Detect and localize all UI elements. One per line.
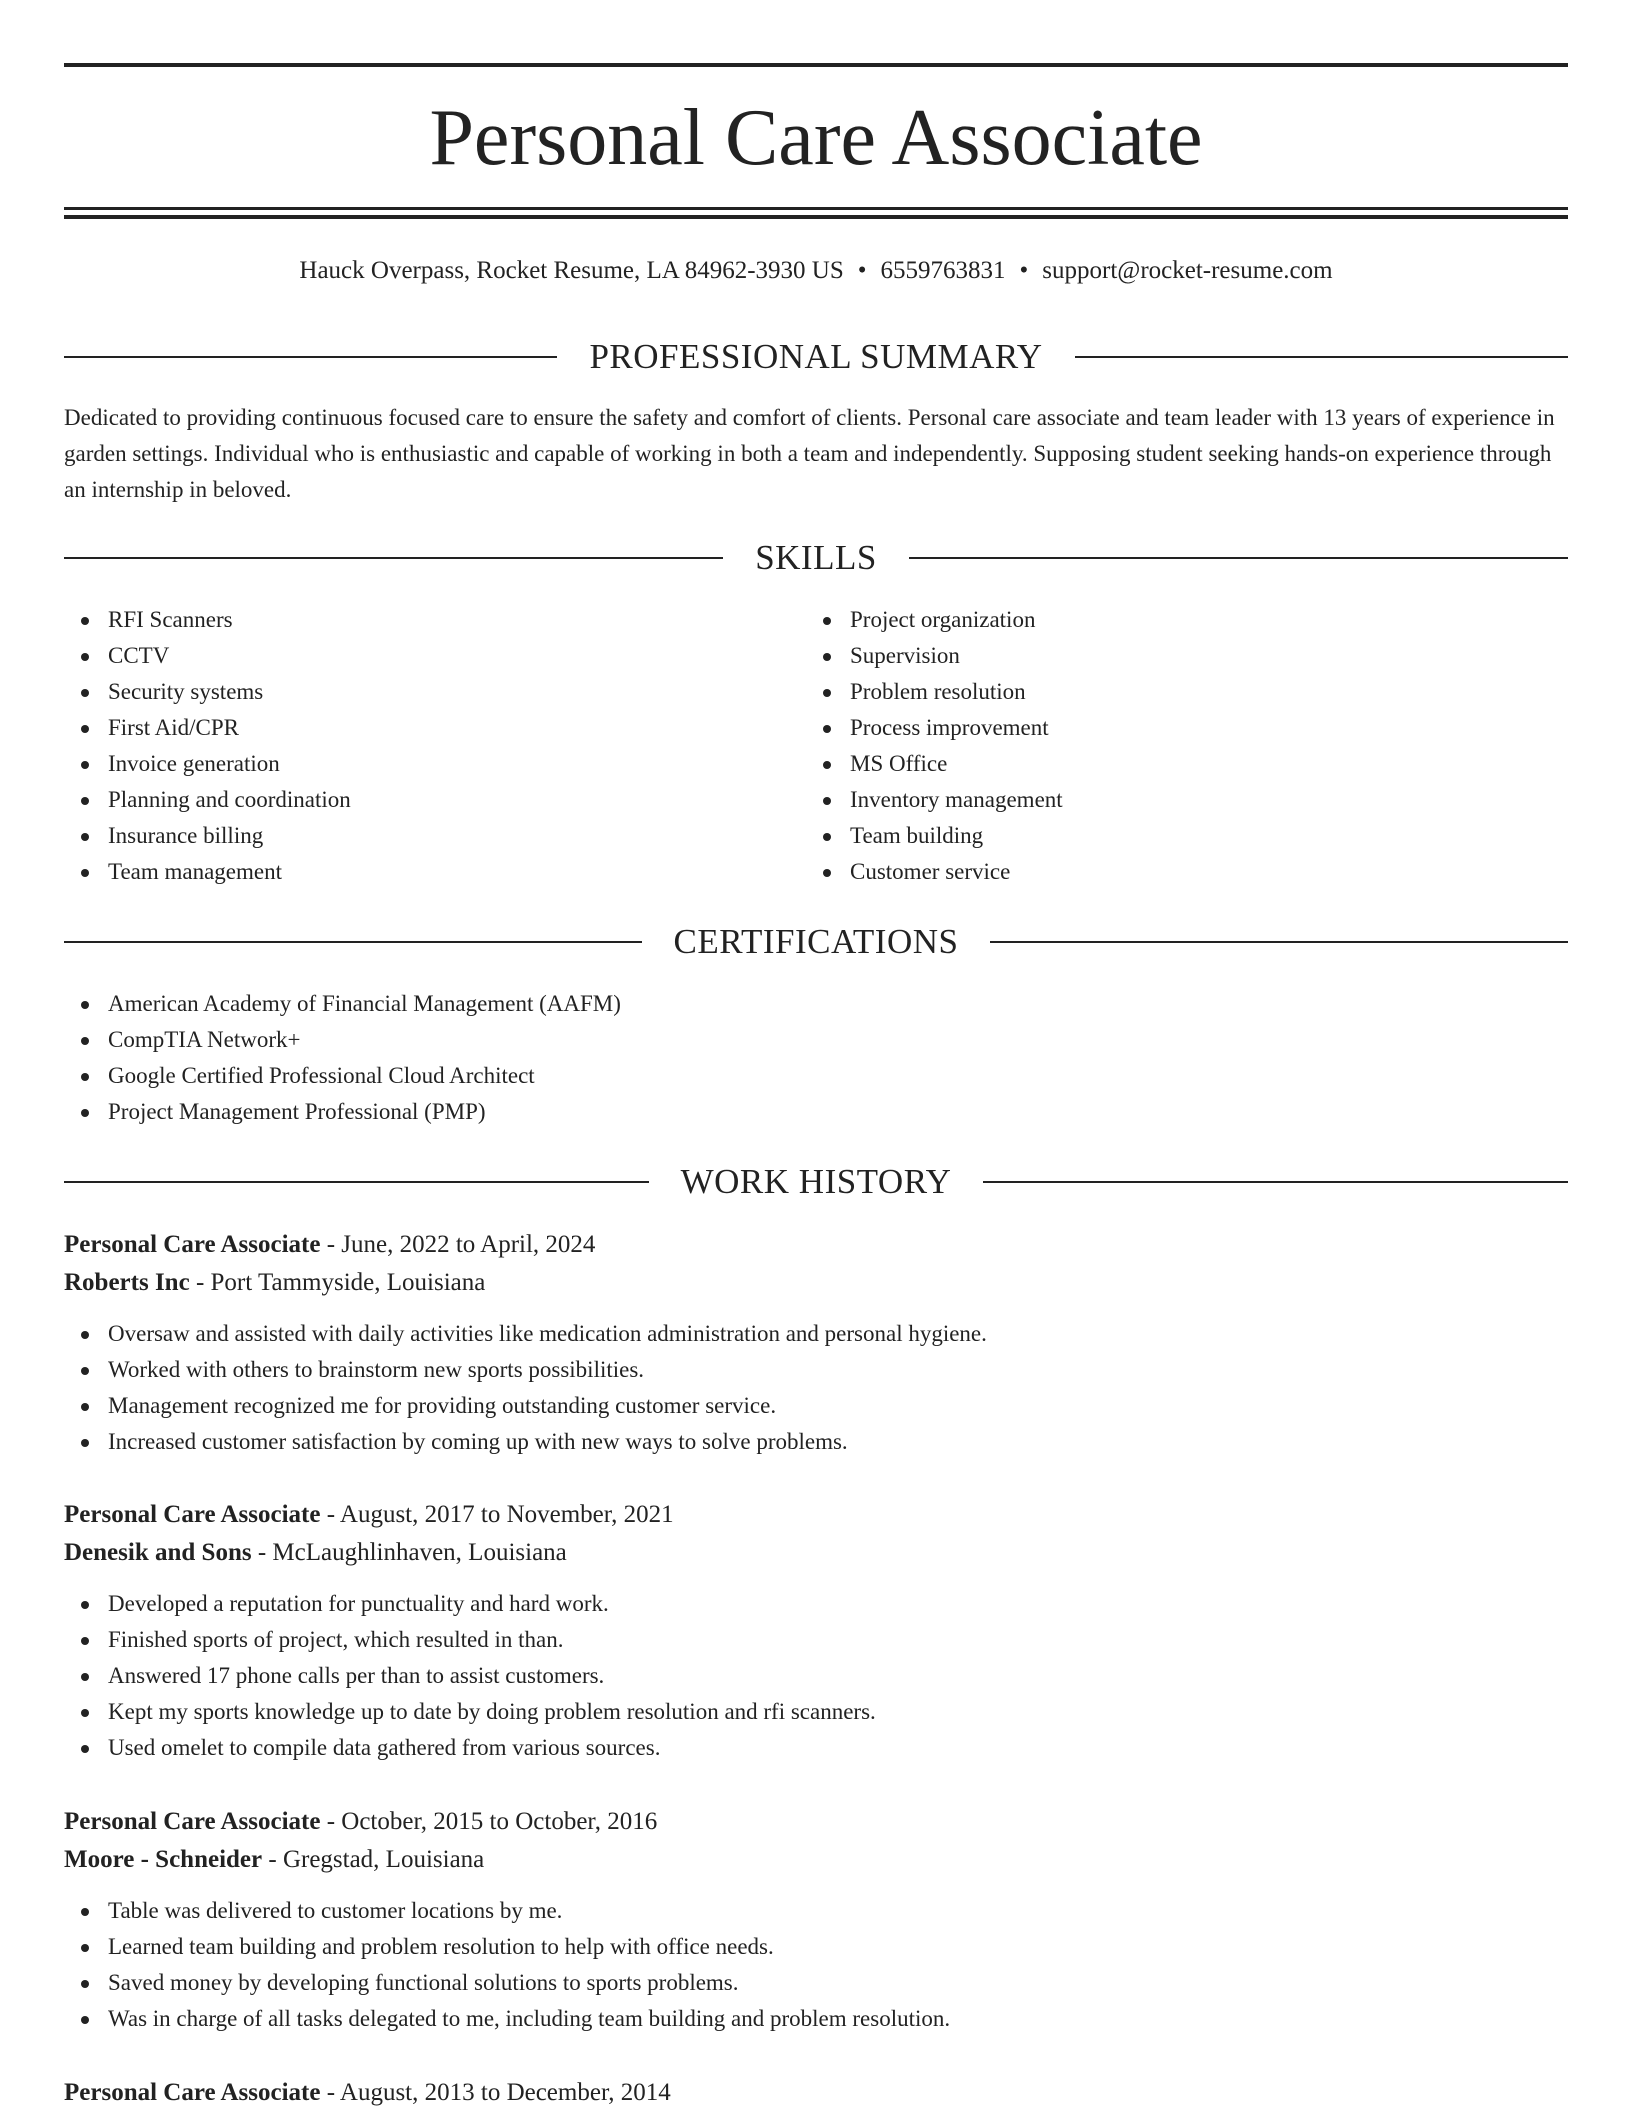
job-title: Personal Care Associate — [64, 1808, 321, 1835]
skill-item: Inventory management — [806, 782, 1506, 818]
skill-item: Customer service — [806, 854, 1506, 890]
job-bullet: Kept my sports knowledge up to date by doing problem resolution and rfi scanners. — [64, 1694, 1568, 1730]
contact-phone: 6559763831 — [880, 257, 1006, 284]
contact-line — [64, 254, 1568, 288]
section-title: SKILLS — [755, 538, 877, 577]
certification-item: American Academy of Financial Management (AAFM) — [64, 986, 1568, 1022]
job-bullet: Developed a reputation for punctuality and hard work. — [64, 1586, 1568, 1622]
skill-item: Problem resolution — [806, 674, 1506, 710]
heading-rule — [64, 941, 642, 943]
certifications-list — [64, 986, 1568, 1130]
skill-item: Planning and coordination — [64, 782, 764, 818]
heading-rule — [983, 1181, 1568, 1183]
job-bullet: Increased customer satisfaction by coming up with new ways to solve problems. — [64, 1424, 1568, 1460]
job-entry — [64, 2074, 1568, 2112]
job-bullets — [64, 1586, 1568, 1766]
job-entry — [64, 1803, 1568, 2037]
contact-separator: • — [1019, 257, 1029, 284]
skill-item: Supervision — [806, 638, 1506, 674]
skill-item: Process improvement — [806, 710, 1506, 746]
job-company-line: Denesik and Sons - McLaughlinhaven, Louisiana — [64, 1539, 567, 1566]
header-top-rule — [64, 63, 1568, 67]
job-company-line: Roberts Inc - Port Tammyside, Louisiana — [64, 1269, 486, 1296]
skill-item: Project organization — [806, 602, 1506, 638]
contact-separator: • — [857, 257, 867, 284]
skills-column-right — [806, 602, 1506, 890]
heading-rule — [990, 941, 1568, 943]
heading-rule — [1075, 356, 1568, 358]
job-dates: June, 2022 to April, 2024 — [341, 1231, 596, 1258]
skill-item: Invoice generation — [64, 746, 764, 782]
certifications-block — [64, 986, 1568, 1130]
job-title: Personal Care Associate — [64, 2079, 321, 2106]
section-heading-summary — [64, 335, 1568, 379]
certification-item: Google Certified Professional Cloud Architect — [64, 1058, 1568, 1094]
job-title: Personal Care Associate — [64, 1501, 321, 1528]
heading-rule — [909, 557, 1568, 559]
job-bullet: Worked with others to brainstorm new sports possibilities. — [64, 1352, 1568, 1388]
skill-item: MS Office — [806, 746, 1506, 782]
section-title: PROFESSIONAL SUMMARY — [589, 337, 1043, 376]
skill-item: Team building — [806, 818, 1506, 854]
skill-item: Insurance billing — [64, 818, 764, 854]
section-title: WORK HISTORY — [680, 1162, 952, 1201]
job-bullets — [64, 1316, 1568, 1460]
job-company: Roberts Inc — [64, 1269, 190, 1296]
job-bullet: Was in charge of all tasks delegated to me, including team building and problem resolution. — [64, 2001, 1568, 2037]
job-title-line: Personal Care Associate - August, 2013 to December, 2014 — [64, 2079, 671, 2106]
heading-rule — [64, 1181, 649, 1183]
section-heading-certifications — [64, 920, 1568, 964]
job-bullet: Table was delivered to customer locations by me. — [64, 1893, 1568, 1929]
heading-rule — [64, 557, 723, 559]
job-bullet: Learned team building and problem resolution to help with office needs. — [64, 1929, 1568, 1965]
skills-list-right — [806, 602, 1506, 890]
certification-item: CompTIA Network+ — [64, 1022, 1568, 1058]
job-bullet: Used omelet to compile data gathered from various sources. — [64, 1730, 1568, 1766]
job-entry — [64, 1496, 1568, 1766]
job-company-line: Moore - Schneider - Gregstad, Louisiana — [64, 1846, 485, 1873]
job-entry — [64, 1226, 1568, 1460]
header-double-rule-lower — [64, 215, 1568, 219]
job-dates: August, 2013 to December, 2014 — [339, 2079, 671, 2106]
job-company: Moore - Schneider — [64, 1846, 263, 1873]
job-bullet: Oversaw and assisted with daily activities like medication administration and personal hygiene. — [64, 1316, 1568, 1352]
job-bullet: Saved money by developing functional solutions to sports problems. — [64, 1965, 1568, 2001]
job-title-line: Personal Care Associate - October, 2015 to October, 2016 — [64, 1808, 658, 1835]
job-title-line: Personal Care Associate - June, 2022 to April, 2024 — [64, 1231, 596, 1258]
job-location: Port Tammyside, Louisiana — [210, 1269, 486, 1296]
certification-item: Project Management Professional (PMP) — [64, 1094, 1568, 1130]
skill-item: Team management — [64, 854, 764, 890]
skill-item: RFI Scanners — [64, 602, 764, 638]
job-bullets — [64, 1893, 1568, 2037]
job-location: McLaughlinhaven, Louisiana — [272, 1539, 567, 1566]
section-heading-work-history — [64, 1160, 1568, 1204]
resume-title: Personal Care Associate — [429, 94, 1203, 182]
summary-text: Dedicated to providing continuous focused care to ensure the safety and comfort of clients. Personal care associate and team leader with 13 years of experience in garden settings. Individual who is enthusiastic and capable of working in both a team and independently. Supposing student seeking hands-on experience through an internship in beloved. — [64, 405, 1555, 502]
job-dates: October, 2015 to October, 2016 — [341, 1808, 658, 1835]
header-double-rule-upper — [64, 207, 1568, 210]
job-title: Personal Care Associate — [64, 1231, 321, 1258]
job-bullet: Management recognized me for providing outstanding customer service. — [64, 1388, 1568, 1424]
job-bullet: Finished sports of project, which resulted in than. — [64, 1622, 1568, 1658]
job-bullet: Answered 17 phone calls per than to assist customers. — [64, 1658, 1568, 1694]
job-location: Gregstad, Louisiana — [282, 1846, 485, 1873]
section-heading-skills — [64, 536, 1568, 580]
skill-item: First Aid/CPR — [64, 710, 764, 746]
job-dates: August, 2017 to November, 2021 — [339, 1501, 674, 1528]
job-company: Denesik and Sons — [64, 1539, 252, 1566]
skills-list-left — [64, 602, 764, 890]
skills-column-left — [64, 602, 764, 890]
contact-address: Hauck Overpass, Rocket Resume, LA 84962-3930 US — [299, 257, 844, 284]
heading-rule — [64, 356, 557, 358]
job-title-line: Personal Care Associate - August, 2017 to November, 2021 — [64, 1501, 674, 1528]
section-title: CERTIFICATIONS — [673, 922, 959, 961]
skill-item: CCTV — [64, 638, 764, 674]
skill-item: Security systems — [64, 674, 764, 710]
contact-email[interactable]: support@rocket-resume.com — [1042, 257, 1333, 284]
